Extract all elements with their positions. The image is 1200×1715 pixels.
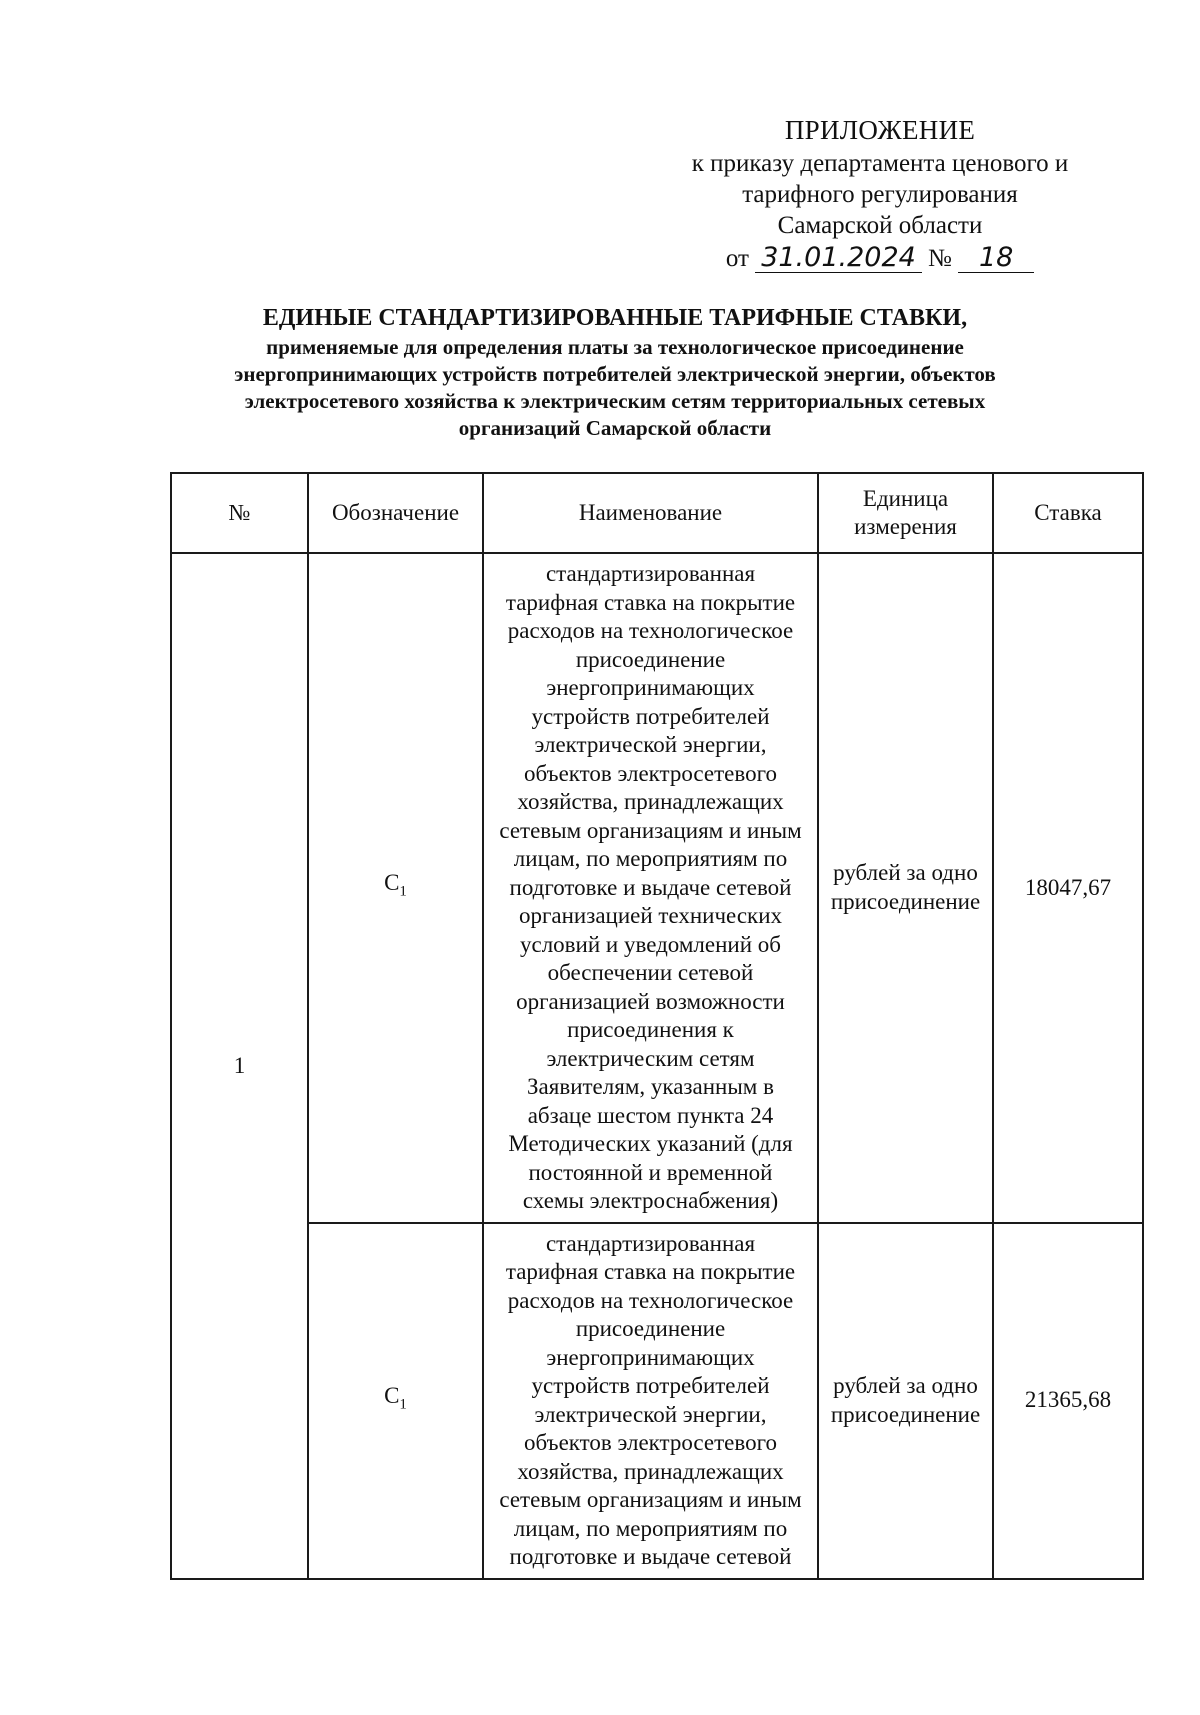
- name-line: стандартизированная: [545, 561, 756, 586]
- appendix-line-2: тарифного регулирования: [742, 181, 1018, 208]
- header-unit: [818, 473, 993, 553]
- name-line: лицам, по мероприятиям по: [513, 1515, 788, 1541]
- name-cell: [483, 1223, 818, 1579]
- name-line: схемы электроснабжения): [522, 1188, 779, 1213]
- designation-base: С: [384, 1382, 400, 1408]
- designation-cell: [308, 553, 483, 1223]
- table-header-row: [171, 473, 1143, 553]
- name-line: электрической энергии,: [534, 1401, 767, 1427]
- name-line: Заявителям, указанным в: [527, 1074, 774, 1099]
- appendix-heading: ПРИЛОЖЕНИЕ: [784, 115, 976, 145]
- designation-subscript: 1: [399, 1396, 407, 1413]
- table-row: [171, 1223, 1143, 1579]
- name-line: сетевым организациям и иным: [499, 817, 802, 843]
- rate-cell: 18047,67: [993, 553, 1143, 1223]
- name-line: хозяйства, принадлежащих: [517, 789, 784, 814]
- rates-table: [170, 472, 1144, 1580]
- date-prefix: от: [725, 245, 749, 272]
- name-line: Методических указаний (для: [508, 1131, 793, 1156]
- name-line: постоянной и временной: [528, 1159, 773, 1185]
- appendix-line-1: к приказу департамента ценового и: [691, 150, 1069, 177]
- header-unit-line-2: измерения: [854, 514, 957, 539]
- title-main: ЕДИНЫЕ СТАНДАРТИЗИРОВАННЫЕ ТАРИФНЫЕ СТАВКИ,: [262, 305, 968, 331]
- name-line: присоединение: [575, 1316, 726, 1341]
- name-line: тарифная ставка на покрытие: [505, 589, 796, 615]
- name-line: электрической энергии,: [534, 732, 767, 757]
- header-rate: Ставка: [993, 473, 1143, 553]
- name-line: устройств потребителей: [531, 1373, 770, 1398]
- name-line: организацией технических: [518, 903, 783, 928]
- designation-subscript: 1: [399, 883, 407, 900]
- designation-base: С: [384, 870, 400, 896]
- appendix-line-3: Самарской области: [777, 212, 983, 239]
- name-line: энергопринимающих: [546, 675, 755, 700]
- title-line-1: применяемые для определения платы за технологическое присоединение: [266, 335, 964, 359]
- table-row: [171, 553, 1143, 1223]
- name-line: условий и уведомлений об: [520, 931, 781, 957]
- title-line-3: электросетевого хозяйства к электрическим сетям территориальных сетевых: [244, 389, 986, 413]
- name-line: расходов на технологическое: [507, 618, 794, 643]
- document-title: [160, 302, 1070, 442]
- name-line: устройств потребителей: [531, 703, 770, 729]
- name-line: энергопринимающих: [546, 1344, 755, 1370]
- name-line: расходов на технологическое: [507, 1287, 794, 1313]
- unit-cell: [818, 1223, 993, 1579]
- name-line: лицам, по мероприятиям по: [513, 846, 788, 871]
- order-number: 18: [958, 244, 1034, 273]
- title-line-2: энергопринимающих устройств потребителей электрической энергии, объектов: [234, 362, 996, 386]
- header-name: Наименование: [483, 473, 818, 553]
- header-num: №: [171, 473, 308, 553]
- name-line: объектов электросетевого: [524, 760, 777, 786]
- name-line: стандартизированная: [545, 1230, 756, 1256]
- header-designation: Обозначение: [308, 473, 483, 553]
- order-date: 31.01.2024: [755, 244, 922, 273]
- unit-cell: [818, 553, 993, 1223]
- name-line: электрическим сетям: [546, 1045, 755, 1071]
- unit-line-2: присоединение: [830, 888, 981, 914]
- name-line: абзаце шестом пункта 24: [527, 1102, 774, 1128]
- name-line: присоединения к: [567, 1017, 734, 1042]
- name-line: хозяйства, принадлежащих: [517, 1458, 784, 1484]
- unit-line-2: присоединение: [830, 1401, 981, 1427]
- appendix-block: [640, 112, 1120, 274]
- name-line: сетевым организациям и иным: [499, 1487, 802, 1512]
- name-cell: [483, 553, 818, 1223]
- designation-cell: [308, 1223, 483, 1579]
- name-line: тарифная ставка на покрытие: [505, 1259, 796, 1284]
- name-line: объектов электросетевого: [524, 1430, 777, 1455]
- order-dateline: [640, 243, 1120, 274]
- name-line: подготовке и выдаче сетевой: [509, 874, 792, 900]
- name-line: организацией возможности: [516, 988, 785, 1014]
- unit-line-1: рублей за одно: [833, 860, 978, 886]
- number-prefix: №: [928, 245, 952, 272]
- name-line: обеспечении сетевой: [547, 960, 754, 985]
- name-line: присоединение: [575, 646, 726, 672]
- unit-line-1: рублей за одно: [833, 1373, 978, 1398]
- header-unit-line-1: Единица: [862, 485, 949, 511]
- title-line-4: организаций Самарской области: [458, 416, 772, 440]
- name-line: подготовке и выдаче сетевой: [509, 1544, 792, 1569]
- group-number: 1: [171, 553, 308, 1579]
- rate-cell: 21365,68: [993, 1223, 1143, 1579]
